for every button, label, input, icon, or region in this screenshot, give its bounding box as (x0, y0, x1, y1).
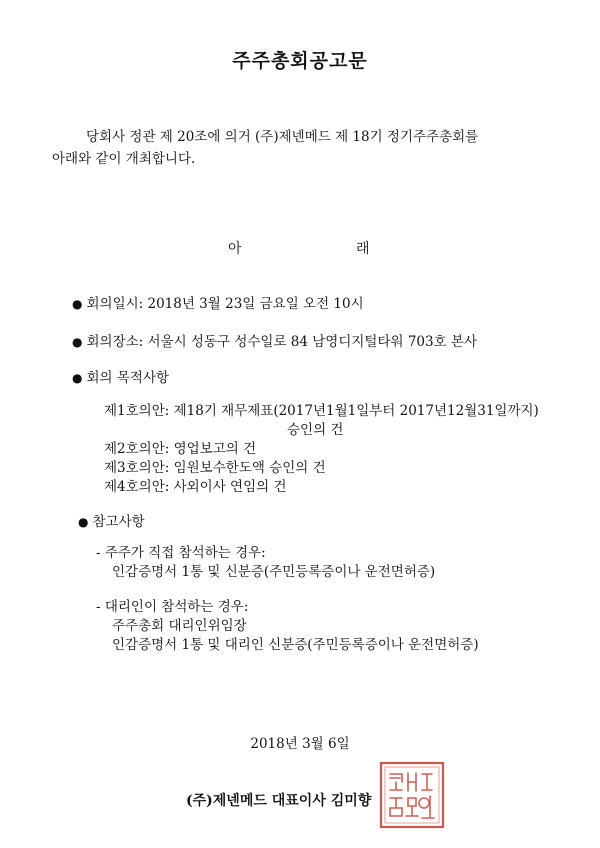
reference-direct-line: 인감증명서 1통 및 신분증(주민등록증이나 운전면허증) (112, 564, 436, 580)
agenda-item (104, 459, 539, 478)
meeting-place-label: 회의장소 (86, 334, 139, 350)
meeting-date-value: : 2018년 3월 23일 금요일 오전 10시 (138, 296, 364, 312)
bullet-icon: ● (72, 371, 83, 385)
reference-proxy (96, 598, 479, 655)
document-date: 2018년 3월 6일 (250, 736, 350, 752)
bullet-icon: ● (72, 335, 83, 349)
agenda-heading (72, 366, 169, 386)
agenda-item (104, 478, 539, 497)
intro-paragraph (52, 126, 479, 170)
agenda-item (104, 440, 539, 459)
reference-proxy-line-1: 주주총회 대리인위임장 (112, 618, 247, 634)
seal-stamp-icon (378, 760, 446, 830)
meeting-place-section (72, 330, 477, 350)
reference-direct-title: - 주주가 직접 참석하는 경우: (96, 545, 266, 561)
agenda-item-text: : 임원보수한도액 승인의 건 (164, 460, 326, 476)
reference-heading-text: 참고사항 (92, 514, 145, 530)
agenda-item-label: 제2호의안 (104, 441, 165, 457)
agenda-item-label: 제4호의안 (104, 479, 165, 495)
agenda-item-text: : 영업보고의 건 (164, 441, 257, 457)
agenda-item (104, 402, 539, 421)
agenda-item-continuation: 승인의 건 (287, 422, 344, 438)
bullet-icon: ● (72, 297, 83, 311)
signer: (주)제넨메드 대표이사 김미향 (186, 793, 372, 809)
agenda-item-label: 제1호의안 (104, 403, 165, 419)
reference-proxy-title: - 대리인이 참석하는 경우: (96, 599, 249, 615)
meeting-date-section (72, 292, 364, 312)
intro-line-2: 아래와 같이 개최합니다. (52, 151, 196, 167)
notice-char-a: 아 (228, 241, 242, 257)
bullet-icon: ● (78, 515, 89, 529)
page-title: 주주총회공고문 (232, 50, 368, 72)
agenda-list (104, 402, 539, 497)
reference-proxy-line-2: 인감증명서 1통 및 대리인 신분증(주민등록증이나 운전면허증) (112, 637, 479, 653)
agenda-item-text: : 제18기 재무제표(2017년1월1일부터 2017년12월31일까지) (164, 403, 539, 419)
reference-direct (96, 544, 435, 582)
meeting-date-label: 회의일시 (86, 296, 139, 312)
agenda-heading-text: 회의 목적사항 (86, 370, 170, 386)
agenda-item-label: 제3호의안 (104, 460, 165, 476)
notice-char-b: 래 (356, 241, 370, 257)
intro-line-1: 당회사 정관 제 20조에 의거 (주)제넨메드 제 18기 정기주주총회를 (86, 129, 479, 145)
reference-heading (78, 510, 145, 530)
meeting-place-value: : 서울시 성동구 성수일로 84 남영디지털타워 703호 본사 (138, 334, 478, 350)
agenda-item-text: : 사외이사 연임의 건 (164, 479, 287, 495)
